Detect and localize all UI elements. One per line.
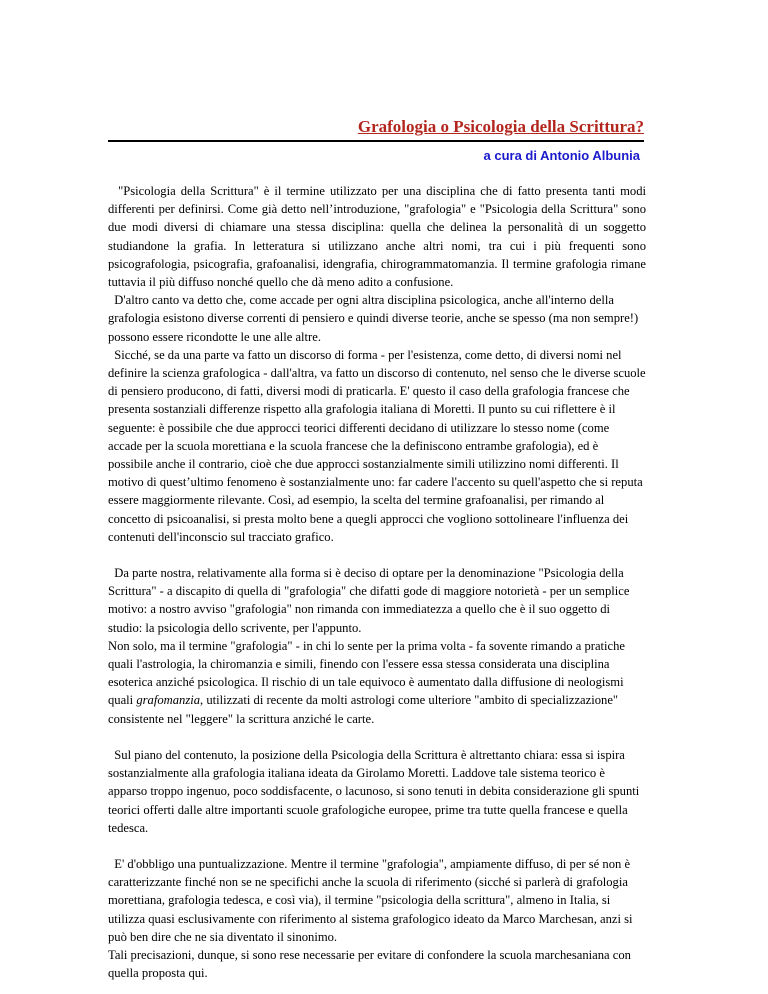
paragraph-4: Da parte nostra, relativamente alla forma si è deciso di optare per la denominazione "Psicologia della Scrittura" - a discapito di quella di "grafologia" che difatti gode di maggiore notorietà - per un semplice motivo: a nostro avviso "grafologia" non rimanda con immediatezza a quello che è il suo oggetto di studio: la psicologia dello scrivente, per l'appunto. xyxy=(108,566,630,635)
page-title: Grafologia o Psicologia della Scrittura? xyxy=(357,117,644,136)
paragraph-5-text-a: Non solo, ma il termine "grafologia" - in chi lo sente per la prima volta - fa sovente rimando a pratiche quali l'astrologia, la chiromanzia e simili, finendo con l'essere essa stessa considerata una disciplina esoterica anziché psicologica. Il rischio di un tale equivoco è aumentato dalla diffusione di neologismi quali xyxy=(108,638,626,708)
paragraph-5-text-b: , utilizzati di recente da molti astrologi come ulteriore "ambito di specializzazione" consistente nel "leggere" la scrittura anziché le carte. xyxy=(108,693,619,726)
paragraph-1: "Psicologia della Scrittura" è il termine utilizzato per una disciplina che di fatto presenta tanti modi differenti per definirsi. Come già detto nell’introduzione, "grafologia" e "Psicologia della Scrittura" sono due modi diversi di chiamare una stessa disciplina: quella che delinea la personalità di un soggetto studiandone la grafia. In letteratura si utilizzano anche altri nomi, tra cui i più frequenti sono psicografologia, psicografia, grafoanalisi, idengrafia, chirogrammatomanzia. Il termine grafologia rimane tuttavia il più diffuso nonché quello che dà meno adito a confusione. xyxy=(108,184,646,290)
author-byline: a cura di Antonio Albunia xyxy=(483,148,640,163)
paragraph-spacer xyxy=(108,837,646,855)
article-body xyxy=(108,182,646,982)
paragraph-spacer xyxy=(108,728,646,746)
paragraph-2: D'altro canto va detto che, come accade per ogni altra disciplina psicologica, anche all'interno della grafologia esistono diverse correnti di pensiero e quindi diverse teorie, anche se spesso (ma non sempre!) possono essere ricondotte le une alle altre. xyxy=(108,293,639,344)
title-block xyxy=(108,116,644,164)
paragraph-5-italic-term: grafomanzia xyxy=(136,693,201,708)
paragraph-5 xyxy=(108,637,646,728)
paragraph-7: E' d'obbligo una puntualizzazione. Mentre il termine "grafologia", ampiamente diffuso, di per sé non è caratterizzante finché non se ne specifichi anche la scuola di riferimento (sicché si parlerà di grafologia morettiana, grafologia tedesca, e così via), il termine "psicologia della scrittura", almeno in Italia, si utilizza quasi esclusivamente con riferimento al sistema grafologico ideato da Marco Marchesan, anzi si può ben dire che ne sia diventato il sinonimo. xyxy=(108,856,633,944)
title-divider xyxy=(108,140,644,142)
paragraph-6: Sul piano del contenuto, la posizione della Psicologia della Scrittura è altrettanto chiara: essa si ispira sostanzialmente alla grafologia italiana ideata da Girolamo Moretti. Laddove tale sistema teorico è apparso troppo ingenuo, poco soddisfacente, o lacunoso, si sono tenuti in debita considerazione gli spunti teorici offerti dalle altre importanti scuole grafologiche europee, prime tra tutte quella francese e quella tedesca. xyxy=(108,747,640,835)
paragraph-8: Tali precisazioni, dunque, si sono rese necessarie per evitare di confondere la scuola marchesaniana con quella proposta qui. xyxy=(108,947,631,981)
paragraph-spacer xyxy=(108,546,646,564)
paragraph-3: Sicché, se da una parte va fatto un discorso di forma - per l'esistenza, come detto, di diversi nomi nel definire la scienza grafologica - dall'altra, va fatto un discorso di contenuto, nel senso che le diverse scuole di pensiero producono, di fatti, diversi modi di praticarla. E' questo il caso della grafologia francese che presenta sostanziali differenze rispetto alla grafologia italiana di Moretti. Il punto su cui riflettere è il seguente: è possibile che due approcci teorici differenti decidano di utilizzare lo stesso nome (come accade per la scuola morettiana e la scuola francese che la definiscono entrambe grafologia), ed è possibile anche il contrario, cioè che due approcci sostanzialmente simili utilizzino nomi differenti. Il motivo di quest’ultimo fenomeno è sostanzialmente uno: far cadere l'accento su quell'aspetto che si reputa essere maggiormente rilevante. Così, ad esempio, la scelta del termine grafoanalisi, per rimando al concetto di psicoanalisi, si presta molto bene a quegli approcci che vogliono sottolineare l'influenza dei contenuti dell'inconscio sul tracciato grafico. xyxy=(108,347,646,544)
